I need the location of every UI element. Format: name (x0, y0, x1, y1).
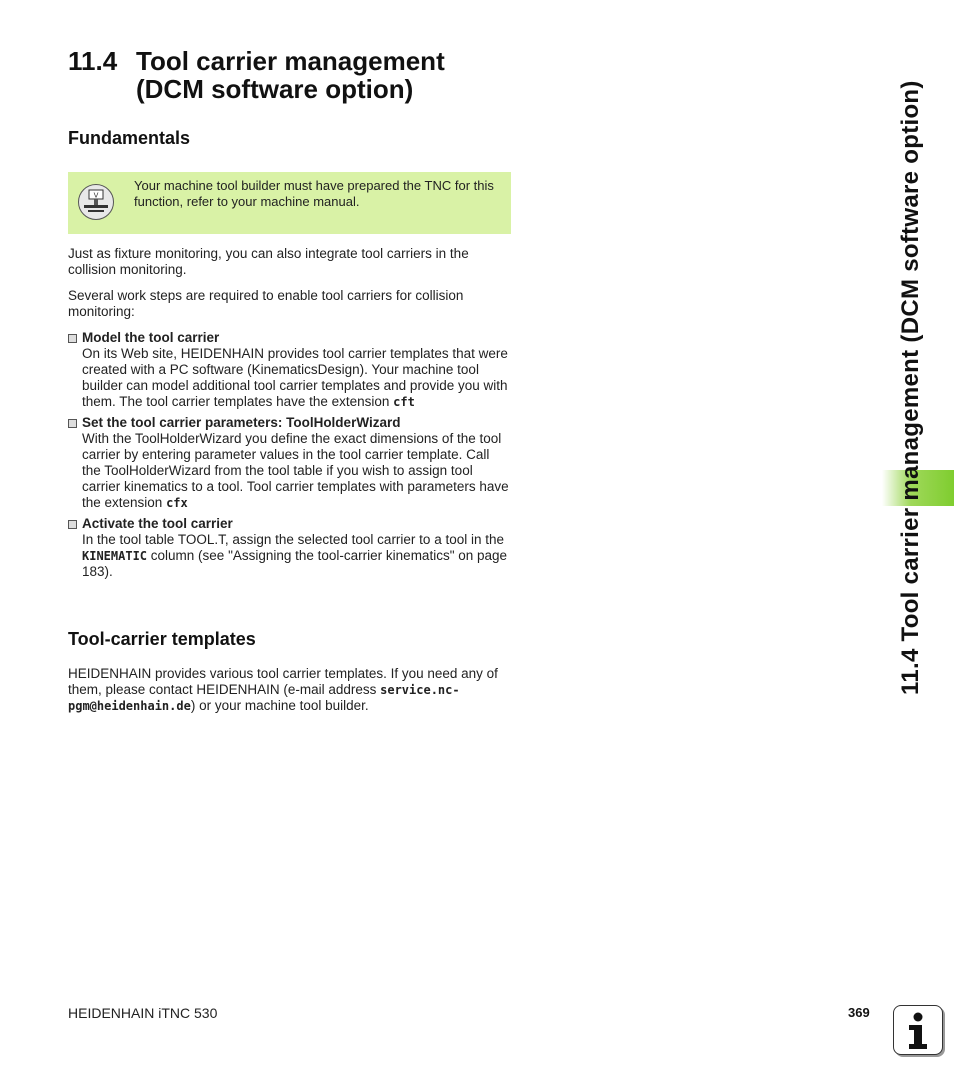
title-line-2: (DCM software option) (136, 74, 414, 104)
extension-code: cft (393, 395, 415, 409)
title-line-1: Tool carrier management (136, 46, 445, 76)
step-body: In the tool table TOOL.T, assign the selected tool carrier to a tool in the KINEMATIC column (see "Assigning the tool-carrier kinematics" on page 183). (82, 532, 508, 579)
footer-product: HEIDENHAIN iTNC 530 (68, 1005, 218, 1021)
sidebar-section-title: 11.4 Tool carrier management (DCM software option) (897, 80, 924, 695)
templates-heading: Tool-carrier templates (68, 629, 256, 649)
page-title (68, 47, 445, 103)
square-bullet-icon (68, 419, 77, 428)
extension-code: cfx (166, 496, 188, 510)
steps-intro-paragraph: Several work steps are required to enable tool carriers for collision monitoring: (68, 288, 464, 319)
list-item (68, 415, 511, 511)
intro-paragraph: Just as fixture monitoring, you can also integrate tool carriers in the collision monitoring. (68, 246, 469, 277)
list-item (68, 330, 511, 410)
step-body: On its Web site, HEIDENHAIN provides tool carrier templates that were created with a PC software (KinematicsDesign). Your machine tool builder can model additional tool carrier templates and provide you with them. The tool carrier templates have the extension cft (82, 346, 508, 409)
info-icon (893, 1005, 943, 1055)
email-address: service.nc-pgm@heidenhain.de (68, 683, 460, 713)
section-number: 11.4 (68, 46, 118, 76)
templates-paragraph: HEIDENHAIN provides various tool carrier templates. If you need any of them, please contact HEIDENHAIN (e-mail address service.nc-pgm@heidenhain.de) or your machine tool builder. (68, 666, 498, 713)
list-item (68, 516, 511, 580)
page-number: 369 (848, 1005, 870, 1020)
note-text: Your machine tool builder must have prepared the TNC for this function, refer to your machine manual. (134, 178, 494, 209)
fundamentals-heading: Fundamentals (68, 128, 191, 148)
square-bullet-icon (68, 334, 77, 343)
svg-text:V: V (93, 191, 99, 200)
square-bullet-icon (68, 520, 77, 529)
machine-manual-icon (78, 184, 114, 220)
step-heading: Set the tool carrier parameters: ToolHolderWizard (82, 415, 401, 430)
step-body: With the ToolHolderWizard you define the exact dimensions of the tool carrier by entering parameter values in the tool carrier template. Call the ToolHolderWizard from the tool table if you wish to assign tool carrier kinematics to a tool. Tool carrier templates with parameters have the extension cfx (82, 431, 509, 510)
note-box (68, 172, 511, 234)
step-heading: Model the tool carrier (82, 330, 220, 345)
step-heading: Activate the tool carrier (82, 516, 233, 531)
kinematic-code: KINEMATIC (82, 549, 148, 563)
